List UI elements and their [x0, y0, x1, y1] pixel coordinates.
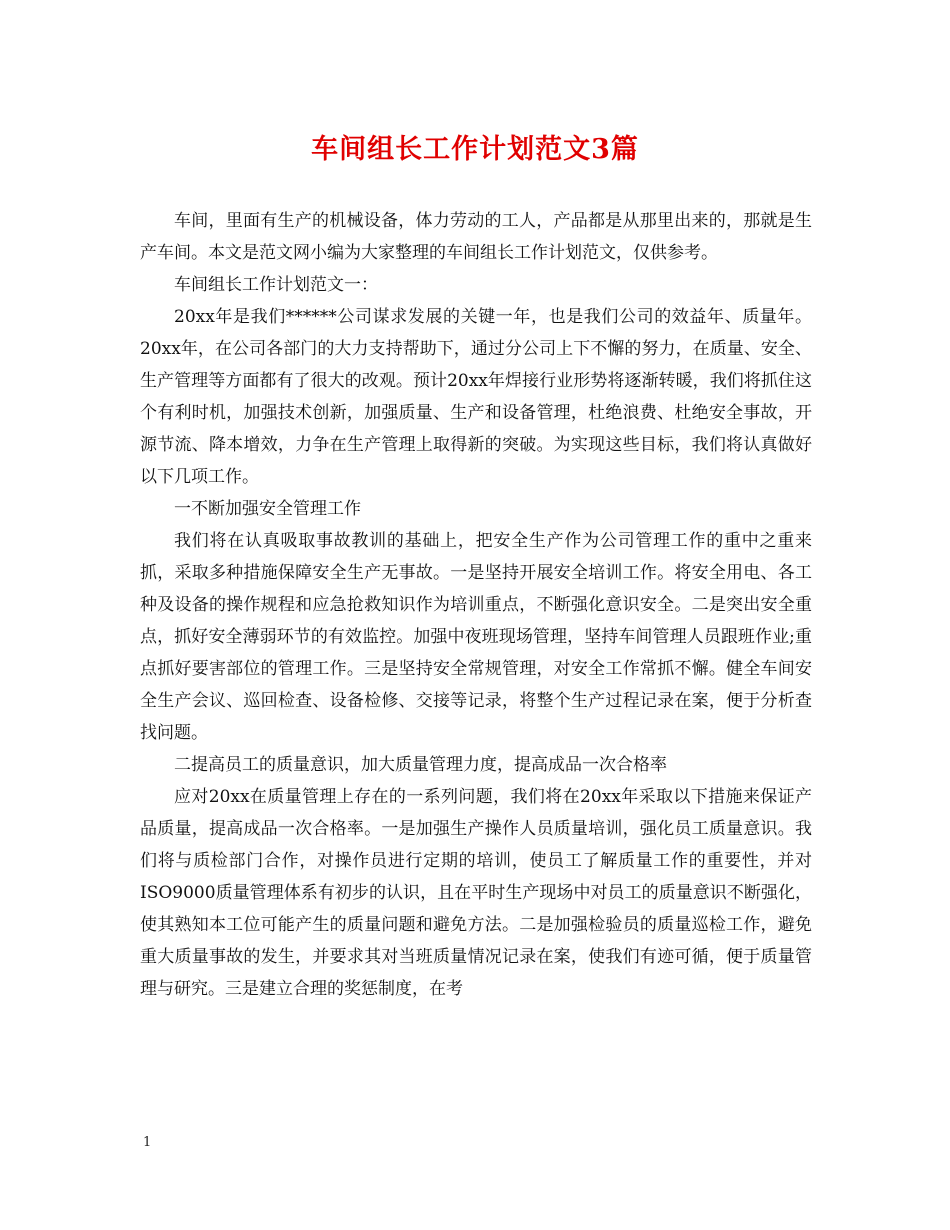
document-title: 车间组长工作计划范文3篇	[311, 134, 639, 165]
document-body	[140, 205, 812, 1005]
paragraph-intro: 车间，里面有生产的机械设备，体力劳动的工人，产品都是从那里出来的，那就是生产车间。本文是范文网小编为大家整理的车间组长工作计划范文，仅供参考。	[140, 211, 812, 263]
paragraph-section-two-heading: 二提高员工的质量意识，加大质量管理力度，提高成品一次合格率	[174, 755, 667, 775]
paragraph-year-overview: 20xx年是我们******公司谋求发展的关键一年，也是我们公司的效益年、质量年。20xx年，在公司各部门的大力支持帮助下，通过分公司上下不懈的努力，在质量、安全、生产管理等方面都有了很大的改观。预计20xx年焊接行业形势将逐渐转暖，我们将抓住这个有利时机，加强技术创新，加强质量、生产和设备管理，杜绝浪费、杜绝安全事故，开源节流、降本增效，力争在生产管理上取得新的突破。为实现这些目标，我们将认真做好以下几项工作。	[140, 307, 812, 487]
paragraph-quality-management: 应对20xx在质量管理上存在的一系列问题，我们将在20xx年采取以下措施来保证产品质量，提高成品一次合格率。一是加强生产操作人员质量培训，强化员工质量意识。我们将与质检部门合作，对操作员进行定期的培训，使员工了解质量工作的重要性，并对ISO9000质量管理体系有初步的认识，且在平时生产现场中对员工的质量意识不断强化，使其熟知本工位可能产生的质量问题和避免方法。二是加强检验员的质量巡检工作，避免重大质量事故的发生，并要求其对当班质量情况记录在案，使我们有迹可循，便于质量管理与研究。三是建立合理的奖惩制度，在考	[140, 787, 812, 999]
paragraph-section-one-heading: 一不断加强安全管理工作	[174, 499, 361, 519]
paragraph-sample-one-heading: 车间组长工作计划范文一：	[174, 275, 378, 295]
paragraph-safety-management: 我们将在认真吸取事故教训的基础上，把安全生产作为公司管理工作的重中之重来抓，采取多种措施保障安全生产无事故。一是坚持开展安全培训工作。将安全用电、各工种及设备的操作规程和应急抢救知识作为培训重点，不断强化意识安全。二是突出安全重点，抓好安全薄弱环节的有效监控。加强中夜班现场管理，坚持车间管理人员跟班作业;重点抓好要害部位的管理工作。三是坚持安全常规管理，对安全工作常抓不懈。健全车间安全生产会议、巡回检查、设备检修、交接等记录，将整个生产过程记录在案，便于分析查找问题。	[140, 531, 812, 743]
page-number: 1	[143, 1135, 152, 1150]
